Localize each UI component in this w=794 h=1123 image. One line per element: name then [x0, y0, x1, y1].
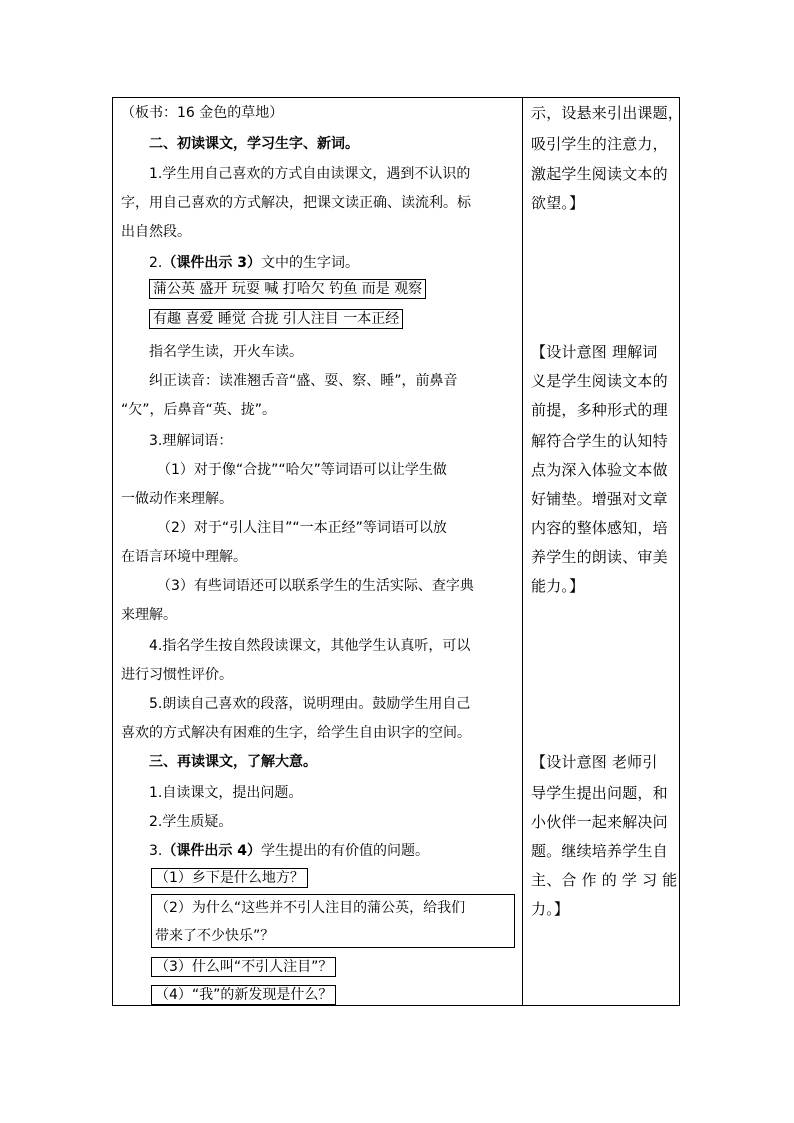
- intent-text: 义是学生阅读文本的: [531, 372, 668, 390]
- step-text: 纠正读音：读准翘舌音“盛、耍、察、睡”，前鼻音: [149, 373, 458, 389]
- step-text: 3.理解词语：: [149, 433, 233, 449]
- intent-text: 小伙伴一起来解决问: [531, 813, 668, 831]
- intent-text: 内容的整体感知，培: [531, 519, 668, 537]
- step-text: 字，用自己喜欢的方式解决，把课文读正确、读流利。标: [121, 195, 471, 211]
- intent-text: 主、合 作 的 学 习 能: [531, 871, 678, 889]
- step-number: 3.: [149, 843, 163, 859]
- courseware-note: （课件出示 4）: [162, 843, 261, 859]
- lesson-plan-table: [112, 97, 684, 1006]
- step-text: 一做动作来理解。: [121, 491, 233, 507]
- step-text: 来理解。: [121, 607, 177, 623]
- step-text: 1.学生用自己喜欢的方式自由读课文，遇到不认识的: [149, 166, 471, 182]
- step-text: 喜欢的方式解决有困难的生字，给学生自由识字的空间。: [121, 725, 471, 741]
- step-text: 1.自读课文，提出问题。: [149, 785, 303, 801]
- section-heading-3: 三、再读课文，了解大意。: [149, 754, 317, 770]
- step-text: 进行习惯性评价。: [121, 667, 233, 683]
- column-divider: [522, 98, 523, 1005]
- question-2-line-2: 带来了不少快乐”？: [155, 928, 275, 944]
- section-heading-2: 二、初读课文，学习生字、新词。: [149, 136, 359, 152]
- step-number: 2.: [149, 255, 163, 271]
- intent-text: 前提，多种形式的理: [531, 401, 668, 419]
- step-content: 文中的生字词。: [260, 255, 359, 271]
- intent-text: 【设计意图 老师引: [531, 753, 658, 771]
- step-text: 4.指名学生按自然段读课文，其他学生认真听，可以: [149, 638, 471, 654]
- step-text: 5.朗读自己喜欢的段落，说明理由。鼓励学生用自己: [149, 696, 471, 712]
- step-text: （1）对于像“合拢”“哈欠”等词语可以让学生做: [157, 462, 447, 478]
- intent-text: 能力。】: [531, 577, 585, 595]
- question-box-4: （4）“我”的新发现是什么？: [151, 985, 336, 1005]
- step-text: 2.学生质疑。: [149, 814, 233, 830]
- step-text: 指名学生读，开火车读。: [149, 344, 303, 360]
- intent-text: 题。继续培养学生自: [531, 842, 668, 860]
- step-content: 学生提出的有价值的问题。: [260, 843, 429, 859]
- question-box-1: （1）乡下是什么地方？: [151, 868, 308, 888]
- step-text: （3）有些词语还可以联系学生的生活实际、查字典: [157, 578, 474, 594]
- step-text: “欠”，后鼻音“英、拢”。: [121, 402, 277, 418]
- intent-text: 欲望。】: [531, 194, 585, 212]
- intent-text: 吸引学生的注意力，: [531, 135, 668, 153]
- intent-text: 【设计意图 理解词: [531, 343, 658, 361]
- intent-text: 导学生提出问题，和: [531, 784, 668, 802]
- step-text: （2）对于“引人注目”“一本正经”等词语可以放: [157, 520, 447, 536]
- intent-text: 力。】: [531, 900, 570, 918]
- step-text: 出自然段。: [121, 224, 191, 240]
- courseware-note: （课件出示 3）: [162, 255, 261, 271]
- intent-text: 好铺垫。增强对文章: [531, 490, 668, 508]
- step-text: 在语言环境中理解。: [121, 549, 247, 565]
- step-text: [149, 842, 429, 860]
- intent-text: 解符合学生的认知特: [531, 432, 668, 450]
- intent-text: 示，设悬来引出课题，: [531, 104, 684, 122]
- question-2-line-1: （2）为什么“这些并不引人注目的蒲公英，给我们: [155, 900, 466, 916]
- intent-text: 养学生的朗读、审美: [531, 548, 668, 566]
- step-text: [149, 254, 359, 272]
- blackboard-note: （板书：16 金色的草地）: [121, 105, 284, 121]
- question-box-3: （3）什么叫“不引人注目”？: [151, 957, 336, 977]
- intent-text: 激起学生阅读文本的: [531, 165, 668, 183]
- vocab-box-1: 蒲公英 盛开 玩耍 喊 打哈欠 钓鱼 而是 观察: [149, 279, 426, 299]
- intent-text: 点为深入体验文本做: [531, 461, 668, 479]
- vocab-box-2: 有趣 喜爱 睡觉 合拢 引人注目 一本正经: [149, 309, 403, 329]
